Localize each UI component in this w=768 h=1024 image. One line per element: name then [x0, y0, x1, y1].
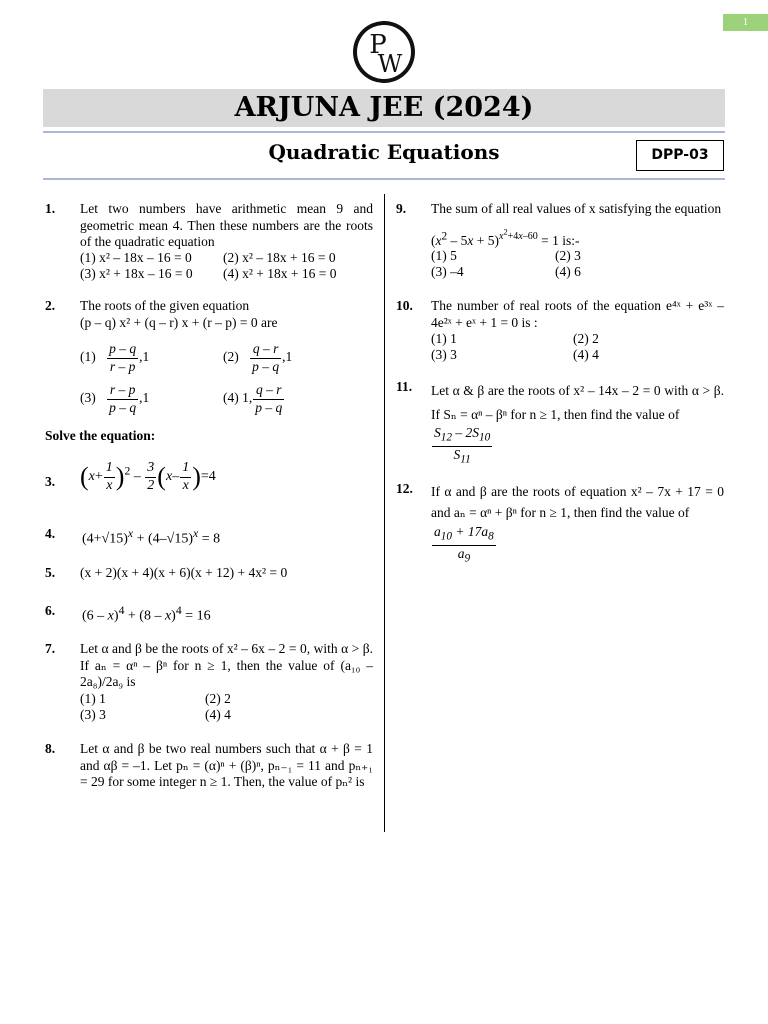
option-label: (3): [80, 390, 96, 406]
question-4: [45, 526, 375, 546]
question-6: [45, 603, 375, 623]
question-equation: (p – q) x² + (q – r) x + (r – p) = 0 are: [80, 315, 278, 330]
question-text: The sum of all real values of x satisfying the equation: [431, 201, 722, 216]
option-3: (3) 3: [80, 707, 106, 722]
question-11: [396, 379, 726, 469]
question-5: [45, 565, 375, 583]
question-text: The roots of the given equation: [80, 298, 250, 313]
page-title: ARJUNA JEE (2024): [43, 89, 725, 127]
option-2: (2) 2: [205, 691, 231, 706]
column-divider: [384, 194, 385, 832]
option-4: (4) 4: [573, 347, 599, 362]
question-number: 2.: [45, 298, 56, 313]
option-1: (1) 1: [431, 331, 457, 346]
dpp-badge: DPP-03: [636, 140, 724, 171]
divider-top: [43, 131, 725, 133]
question-8: [45, 741, 375, 816]
option-1: (1) 5: [431, 248, 457, 263]
option-3: (3) –4: [431, 264, 464, 279]
option-1: (1) 1: [80, 691, 106, 706]
question-number: 5.: [45, 565, 56, 580]
question-text: Let two numbers have arithmetic mean 9 and geometric mean 4. Then these numbers are the roots of the quadratic equation: [80, 201, 373, 249]
question-number: 1.: [45, 201, 56, 216]
subject-title: Quadratic Equations: [268, 140, 500, 164]
question-text: Let α and β be the roots of x² – 6x – 2 = 0, with α > β. If aₙ = αⁿ – βⁿ for n ≥ 1, then the value of (a₁₀ – 2a₈)/2a₉ is: [80, 641, 373, 689]
option-4: (4) x² + 18x + 16 = 0: [223, 266, 337, 281]
svg-text:P: P: [369, 30, 387, 60]
question-equation: $(4+√15)^x + (4-√15)^x = 8$: [82, 527, 221, 547]
question-text: The number of real roots of the equation e⁴ˣ + e³ˣ – 4e²ˣ + eˣ + 1 = 0 is :: [431, 298, 724, 330]
question-number: 3.: [45, 474, 56, 489]
option-4: (4) 1, $\frac{q - r}{p - q}$: [223, 382, 283, 415]
option-label: (1): [80, 349, 96, 365]
option-1: (1) x² – 18x – 16 = 0: [80, 250, 192, 265]
svg-text:W: W: [377, 50, 403, 78]
question-2: [45, 298, 375, 418]
option-3: (3) $\frac{r - p}{p - q}$ ,1: [80, 382, 150, 415]
option-1: (1) $\frac{p - q}{r - p}$ ,1: [80, 341, 150, 374]
option-4: (4) 6: [555, 264, 581, 279]
question-9: [396, 201, 726, 281]
option-2: (2) 3: [555, 248, 581, 263]
question-number: 8.: [45, 741, 56, 756]
option-label: (4): [223, 390, 239, 406]
question-text: Let α & β are the roots of x² – 14x – 2 = 0 with α > β. If Sₙ = αⁿ – βⁿ for n ≥ 1, then find the value of: [431, 383, 724, 422]
question-12: [396, 481, 726, 566]
section-heading: Solve the equation:: [45, 428, 156, 443]
question-10: [396, 298, 726, 368]
option-3: (3) 3: [431, 347, 457, 362]
question-text: If α and β are the roots of equation x² – 7x + 17 = 0 and aₙ = αⁿ + βⁿ for n ≥ 1, then find the value of: [431, 484, 724, 520]
option-2: (2) $\frac{q - r}{p - q}$ ,1: [223, 341, 293, 374]
divider-bottom: [43, 178, 725, 180]
page-number: 1: [723, 14, 768, 31]
question-equation: (6 – x)$^4$ + (8 – x)$^4$ = 16: [82, 604, 211, 624]
question-number: 12.: [396, 481, 413, 496]
question-number: 4.: [45, 526, 56, 541]
question-equation: (x + 2)(x + 4)(x + 6)(x + 12) + 4x² = 0: [80, 565, 288, 580]
option-2: (2) x² – 18x + 16 = 0: [223, 250, 336, 265]
option-4: (4) 4: [205, 707, 231, 722]
question-3: [45, 460, 375, 505]
question-equation: $(x^2 - 5x + 5)^{x^2+4x-60} = 1$ is:-: [431, 228, 580, 248]
option-3: (3) x² + 18x – 16 = 0: [80, 266, 193, 281]
pw-logo: [352, 20, 416, 84]
equation-tail: is:-: [562, 232, 580, 248]
question-number: 9.: [396, 201, 407, 216]
question-7: [45, 641, 375, 726]
question-equation: (x+ $\frac{1}{x}$ )$^2$ – $\frac{3}{2}$ (x– $\frac{1}{x}$ )=4: [80, 460, 216, 493]
question-number: 6.: [45, 603, 56, 618]
option-label: (2): [223, 349, 239, 365]
question-number: 10.: [396, 298, 413, 313]
option-2: (2) 2: [573, 331, 599, 346]
question-number: 7.: [45, 641, 56, 656]
question-expression: $\frac{a_{10} + 17a_8}{a_9}$: [434, 524, 494, 565]
question-text: Let α and β be two real numbers such that α + β = 1 and αβ = –1. Let pₙ = (α)ⁿ + (β)ⁿ, pₙ₋₁ = 11 and pₙ₊₁ = 29 for some integer n ≥ 1. Then, the value of pₙ² is: [80, 741, 373, 789]
question-expression: $\frac{S_{12} - 2S_{10}}{S_{11}}$: [434, 425, 491, 466]
question-number: 11.: [396, 379, 413, 394]
